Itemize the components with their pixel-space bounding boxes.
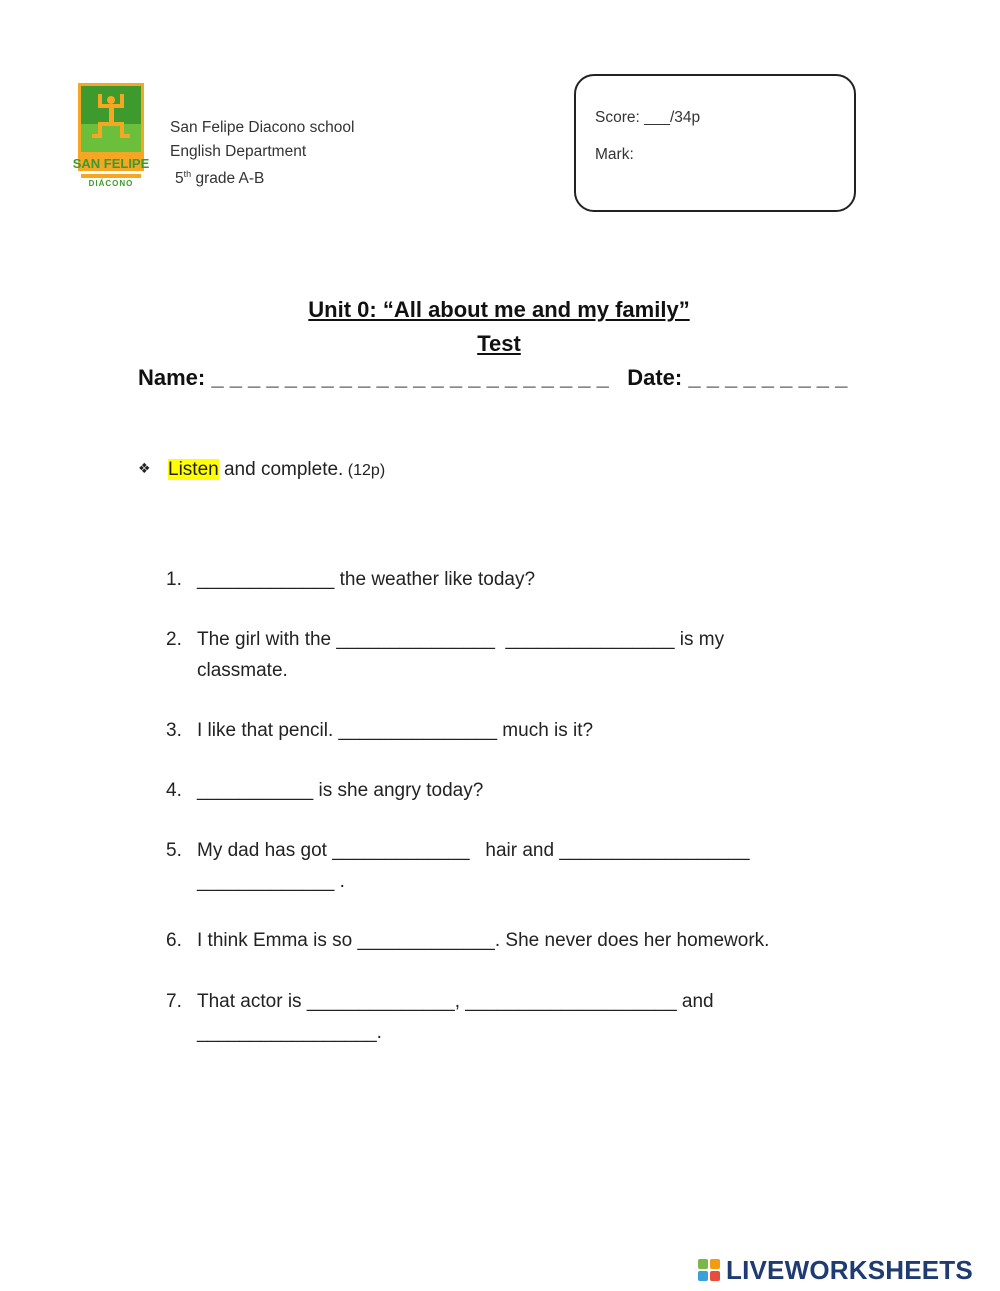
grade [170, 163, 354, 191]
question-text[interactable]: My dad has got _____________ hair and __________________ _____________ . [197, 840, 750, 892]
instruction-points: (12p) [343, 462, 386, 479]
question-item [166, 564, 866, 595]
school-info [170, 116, 354, 191]
question-text[interactable]: I think Emma is so _____________. She never does her homework. [197, 930, 770, 951]
department: English Department [170, 142, 307, 160]
question-text[interactable]: I like that pencil. _______________ much is it? [197, 720, 594, 741]
mark-field[interactable]: Mark: [595, 146, 634, 163]
instruction [138, 459, 385, 481]
question-number: 4. [166, 780, 182, 801]
question-item [166, 775, 866, 806]
school-name: San Felipe Diacono school [170, 119, 355, 136]
instruction-highlight: Listen [168, 459, 219, 480]
logo-text: SAN FELIPE [72, 156, 150, 171]
liveworksheets-logo-icon [697, 1257, 723, 1283]
question-text[interactable]: _____________ the weather like today? [197, 569, 536, 590]
score-box [574, 74, 856, 212]
question-text[interactable]: That actor is ______________, ____________________ and _________________. [197, 991, 714, 1043]
grade-number: 5 [175, 170, 184, 188]
brand-text: LIVEWORKSHEETS [726, 1254, 973, 1285]
question-item [166, 986, 866, 1048]
question-number: 5. [166, 840, 182, 861]
test-title: Test [477, 331, 521, 356]
instruction-text: and complete. [218, 459, 344, 480]
question-number: 1. [166, 569, 182, 590]
question-item [166, 624, 866, 686]
score-field[interactable]: Score: ___/34p [595, 109, 701, 126]
question-text[interactable]: ___________ is she angry today? [197, 780, 484, 801]
grade-suffix: th [183, 169, 192, 179]
liveworksheets-brand[interactable] [697, 1255, 973, 1285]
question-number: 6. [166, 930, 182, 951]
question-number: 7. [166, 991, 182, 1012]
school-logo-icon [68, 82, 158, 192]
question-number: 3. [166, 720, 182, 741]
name-date-line[interactable]: Name: _ _ _ _ _ _ _ _ _ _ _ _ _ _ _ _ _ _ _ _ _ _ Date: _ _ _ _ _ _ _ _ _ [138, 365, 848, 390]
question-item [166, 925, 866, 956]
question-number: 2. [166, 629, 182, 650]
diamond-bullet-icon: ❖ [138, 460, 151, 476]
school-logo [68, 82, 158, 192]
grade-rest: grade A-B [191, 170, 265, 188]
question-text[interactable]: The girl with the _______________ ________________ is my classmate. [197, 629, 725, 681]
question-item [166, 715, 866, 746]
question-item [166, 835, 866, 897]
unit-title: Unit 0: “All about me and my family” [308, 297, 690, 322]
logo-subtext: DIÁCONO [88, 179, 134, 188]
